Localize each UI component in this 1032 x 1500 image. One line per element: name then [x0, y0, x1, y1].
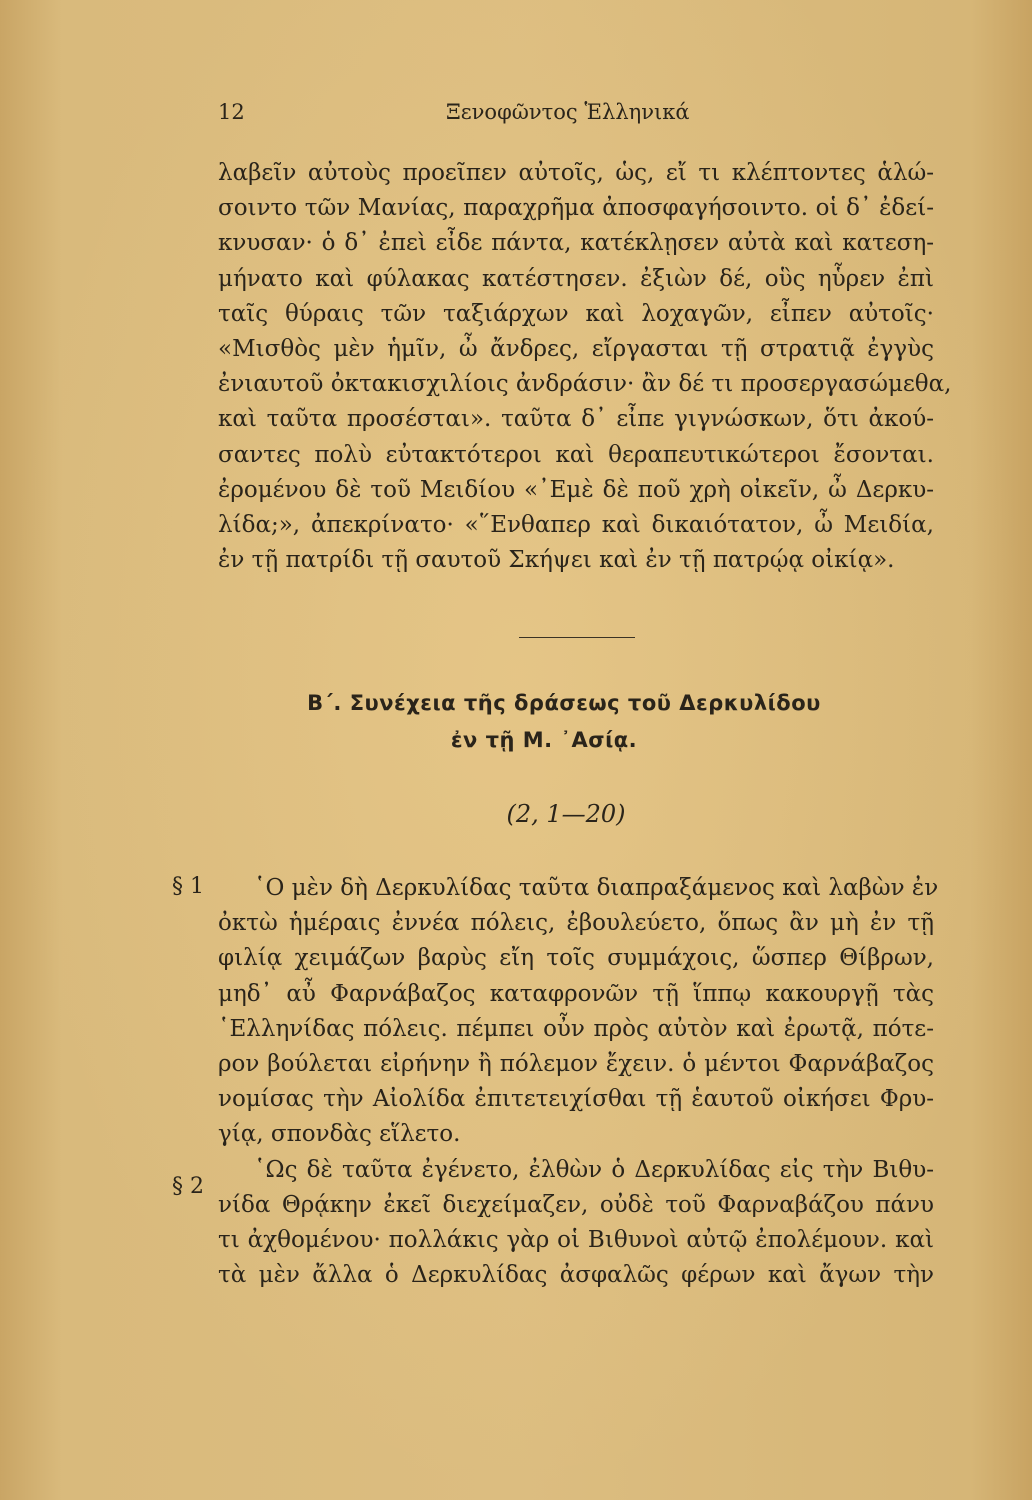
- text-line: ῾Ο μὲν δὴ Δερκυλίδας ταῦτα διαπραξάμενος καὶ λαβὼν ἐν: [254, 875, 939, 901]
- section-heading-continued: ἐν τῇ Μ. ᾿Ασίᾳ.: [450, 728, 638, 752]
- page-number: 12: [218, 100, 245, 124]
- text-block-bottom: [218, 871, 939, 1293]
- text-line: «Μισθὸς μὲν ἡμῖν, ὦ ἄνδρες, εἴργασται τῇ στρατιᾷ ἐγγὺς: [218, 335, 934, 362]
- text-line: γίᾳ, σπονδὰς εἵλετο.: [218, 1121, 461, 1148]
- running-title: Ξενοφῶντος Ἑλληνικά: [446, 100, 690, 124]
- text-block-top: [218, 156, 952, 578]
- text-line: νομίσας τὴν Αἰολίδα ἐπιτετειχίσθαι τῇ ἑαυτοῦ οἰκήσει Φρυ-: [218, 1086, 934, 1113]
- text-line: μήνατο καὶ φύλακας κατέστησεν. ἐξιὼν δέ, οὓς ηὗρεν ἐπὶ: [218, 265, 934, 292]
- text-line: νίδα Θρᾴκην ἐκεῖ διεχείμαζεν, οὐδὲ τοῦ Φαρναβάζου πάνυ: [218, 1191, 934, 1218]
- text-line: ὀκτὼ ἡμέραις ἐννέα πόλεις, ἐβουλεύετο, ὅπως ἂν μὴ ἐν τῇ: [218, 910, 934, 937]
- text-line: τι ἀχθομένου· πολλάκις γὰρ οἱ Βιθυνοὶ αὐτῷ ἐπολέμουν. καὶ: [218, 1226, 934, 1253]
- text-line: φιλίᾳ χειμάζων βαρὺς εἴη τοῖς συμμάχοις, ὥσπερ Θίβρων,: [218, 945, 934, 972]
- text-line: σαντες πολὺ εὐτακτότεροι καὶ θεραπευτικώτεροι ἔσονται.: [218, 441, 934, 468]
- text-line: ταῖς θύραις τῶν ταξιάρχων καὶ λοχαγῶν, εἶπεν αὐτοῖς·: [218, 300, 934, 327]
- text-line: τὰ μὲν ἄλλα ὁ Δερκυλίδας ἀσφαλῶς φέρων καὶ ἄγων τὴν: [218, 1262, 934, 1289]
- text-line: ρον βούλεται εἰρήνην ἢ πόλεμον ἔχειν. ὁ μέντοι Φαρνάβαζος: [218, 1050, 934, 1077]
- paragraph-marker: § 1: [172, 874, 204, 899]
- text-line: λίδα;», ἀπεκρίνατο· «῞Ενθαπερ καὶ δικαιότατον, ὦ Μειδία,: [218, 511, 934, 538]
- text-line: ἐν τῇ πατρίδι τῇ σαυτοῦ Σκήψει καὶ ἐν τῇ πατρῴᾳ οἰκίᾳ».: [218, 547, 895, 574]
- text-line: καὶ ταῦτα προσέσται». ταῦτα δ᾽ εἶπε γιγνώσκων, ὅτι ἀκού-: [218, 406, 934, 433]
- section-heading: Β΄. Συνέχεια τῆς δράσεως τοῦ Δερκυλίδου: [307, 691, 821, 715]
- text-line: λαβεῖν αὐτοὺς προεῖπεν αὐτοῖς, ὡς, εἴ τι κλέπτοντες ἁλώ-: [218, 160, 934, 186]
- section-divider: [519, 637, 635, 638]
- text-line: ῾Ως δὲ ταῦτα ἐγένετο, ἐλθὼν ὁ Δερκυλίδας εἰς τὴν Βιθυ-: [254, 1156, 934, 1183]
- text-line: ῾Ελληνίδας πόλεις. πέμπει οὖν πρὸς αὐτὸν καὶ ἐρωτᾷ, πότε-: [218, 1015, 934, 1042]
- page-header: [218, 100, 858, 130]
- section-range: (2, 1—20): [506, 800, 626, 828]
- paragraph-marker: § 2: [172, 1174, 204, 1199]
- text-line: κνυσαν· ὁ δ᾽ ἐπεὶ εἶδε πάντα, κατέκλῃσεν αὐτὰ καὶ κατεση-: [218, 230, 934, 257]
- text-line: ἐρομένου δὲ τοῦ Μειδίου «᾿Εμὲ δὲ ποῦ χρὴ οἰκεῖν, ὦ Δερκυ-: [218, 476, 934, 503]
- text-line: ἐνιαυτοῦ ὀκτακισχιλίοις ἀνδράσιν· ἂν δέ τι προσεργασώμεθα,: [218, 371, 952, 398]
- text-line: σοιντο τῶν Μανίας, παραχρῆμα ἀποσφαγήσοιντο. οἱ δ᾽ ἐδεί-: [218, 195, 934, 222]
- text-line: μηδ᾽ αὖ Φαρνάβαζος καταφρονῶν τῇ ἵππῳ κακουργῇ τὰς: [218, 980, 934, 1007]
